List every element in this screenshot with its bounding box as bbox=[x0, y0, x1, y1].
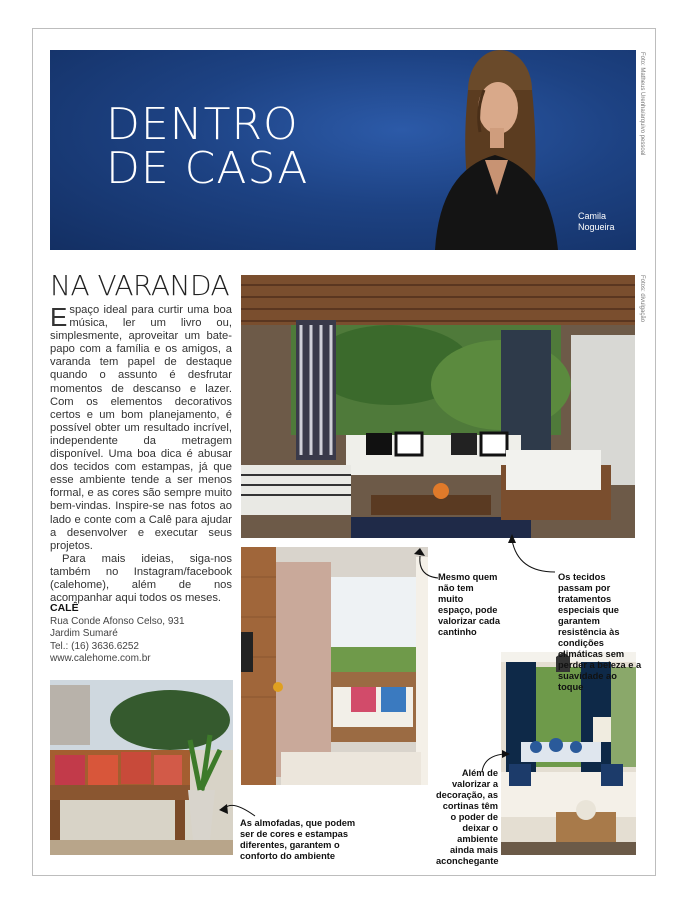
store-info bbox=[50, 602, 240, 666]
cushions-photo bbox=[50, 680, 233, 855]
banner-title bbox=[106, 99, 309, 194]
note-fabrics: Os tecidos passam por tratamentos especiais que garantem resistência às condições climáticas sem perder a beleza e a suavidade ao toque bbox=[558, 572, 642, 692]
arrow-fabrics-icon bbox=[500, 530, 560, 580]
store-name: CALÊ bbox=[50, 602, 79, 614]
store-address-2: Jardim Sumaré bbox=[50, 628, 118, 639]
article-heading: NA VARANDA bbox=[50, 269, 230, 302]
photos-credit: Fotos: divulgação bbox=[639, 275, 645, 323]
banner-title-line2: DE CASA bbox=[106, 143, 309, 194]
article-paragraph-1: Espaço ideal para curtir uma boa música, ler um livro ou, simplesmente, aproveitar um bate-papo com a família e os amigos, a varanda tem papel de destaque quando o assunto é desfrutar momentos de descanso e lazer. Com os elementos decorativos certos e um bom planejamento, é possível obter um resultado incrível, independente da metragem disponível. Uma boa dica é abusar dos tecidos com estampas, já que esse ambiente tende a ser menos formal, e as cores são sempre muito bem-vindas. Inspire-se nas fotos ao lado e conte com a Calê para ajudar a desenvolver e executar seus projetos. bbox=[50, 302, 232, 552]
note-small-space: Mesmo quem não tem muito espaço, pode valorizar cada cantinho bbox=[438, 572, 501, 637]
banner-title-line1: DENTRO bbox=[106, 99, 299, 150]
store-phone: Tel.: (16) 3636.6252 bbox=[50, 640, 139, 652]
drop-cap: E bbox=[50, 302, 68, 332]
store-address-1: Rua Conde Afonso Celso, 931 bbox=[50, 615, 185, 627]
arrow-small-space-icon bbox=[410, 546, 440, 586]
article-body bbox=[50, 304, 232, 605]
banner-photo-credit: Foto: Matheus Urenha/arquivo pessoal bbox=[639, 52, 645, 156]
small-space-photo bbox=[241, 547, 428, 785]
arrow-cushions-icon bbox=[215, 790, 265, 824]
arrow-curtains-icon bbox=[474, 750, 514, 780]
portrait-photo bbox=[380, 50, 580, 250]
banner bbox=[50, 50, 636, 250]
veranda-main-photo bbox=[241, 275, 635, 538]
note-cushions: As almofadas, que podem ser de cores e estampas diferentes, garantem o conforto do ambiente bbox=[240, 818, 356, 861]
note-curtains: Além de valorizar a decoração, as cortinas têm o poder de deixar o ambiente ainda mais aconchegante bbox=[436, 768, 499, 866]
banner-caption: Camila Nogueira bbox=[578, 211, 615, 232]
article-paragraph-2: Para mais ideias, siga-nos também no Instagram/facebook (calehome), além de nos acompanhar aqui todos os meses. bbox=[50, 552, 232, 605]
store-website[interactable]: www.calehome.com.br bbox=[50, 653, 151, 664]
